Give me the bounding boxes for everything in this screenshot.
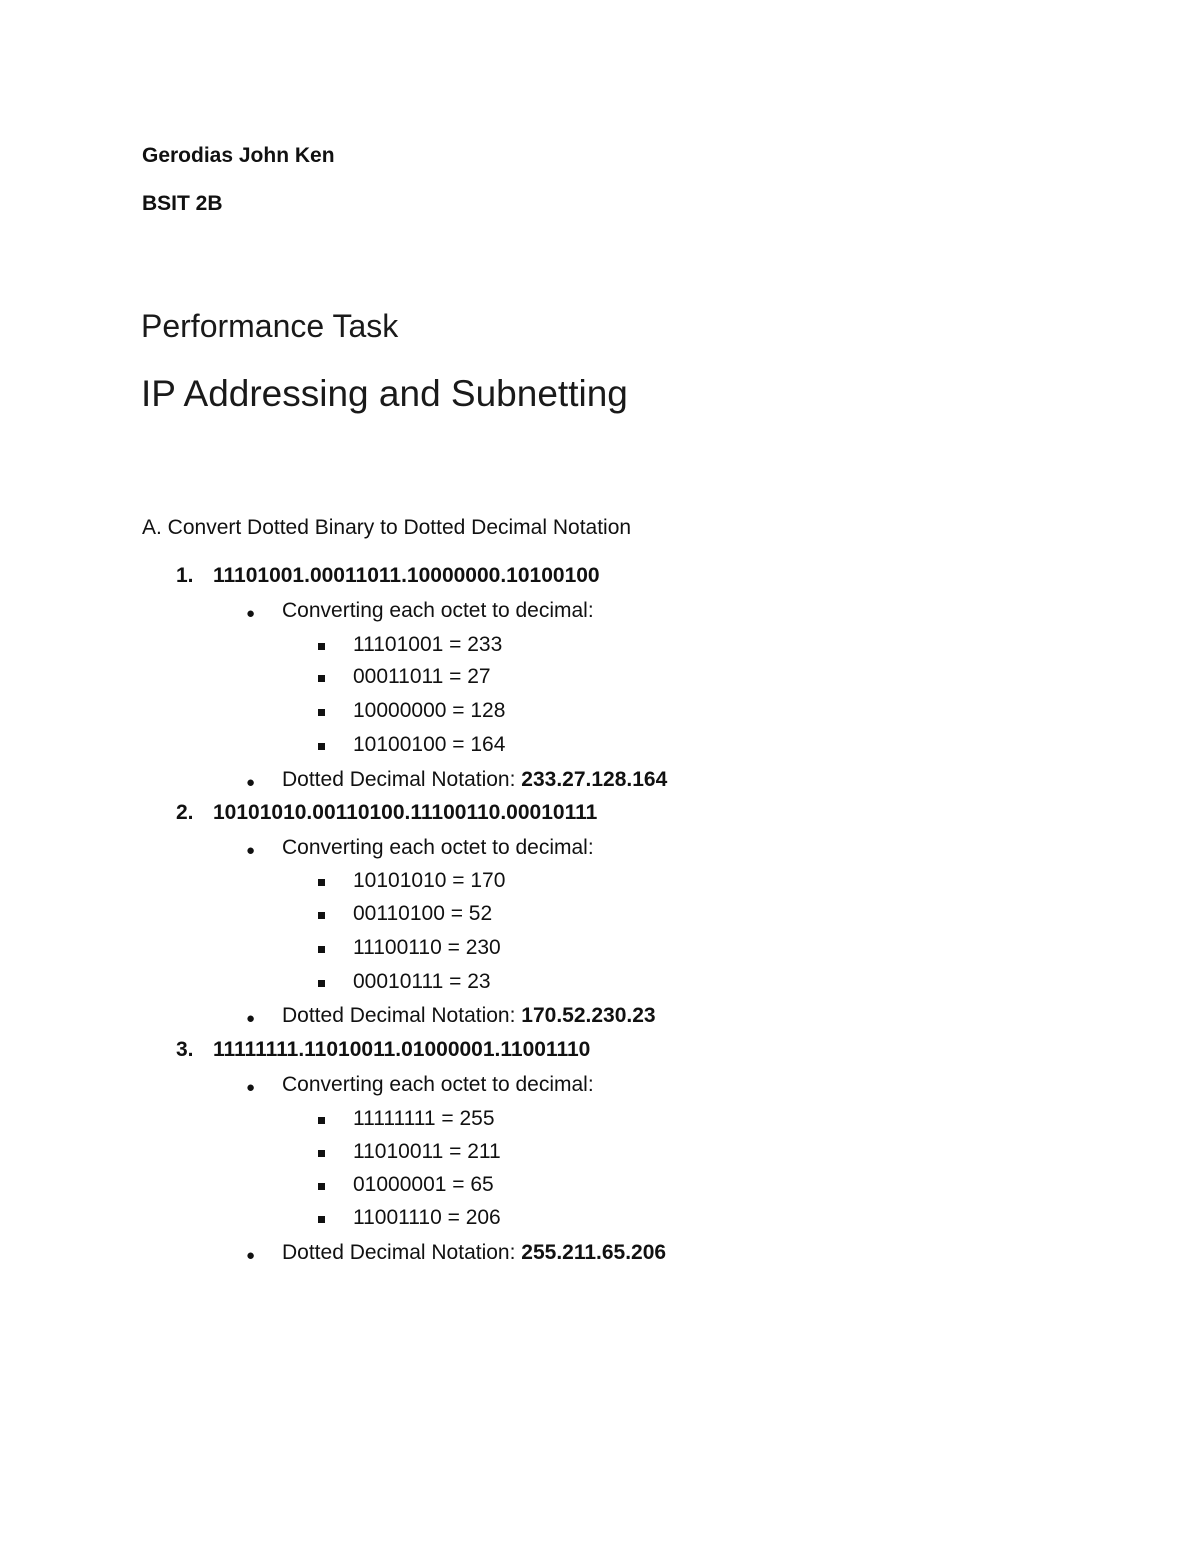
result-line (282, 768, 667, 792)
item-binary: 11111111.11010011.01000001.11001110 (213, 1038, 591, 1061)
result-label: Dotted Decimal Notation: (282, 768, 522, 791)
item-binary: 10101010.00110100.11100110.00010111 (213, 801, 598, 824)
octet-conversion: 01000001 = 65 (353, 1173, 494, 1196)
result-value: 233.27.128.164 (521, 768, 668, 791)
square-bullet-icon (318, 879, 325, 886)
student-name: Gerodias John Ken (142, 144, 335, 167)
square-bullet-icon (318, 1216, 325, 1223)
octet-conversion: 00010111 = 23 (353, 970, 491, 993)
octet-conversion: 11101001 = 233 (353, 633, 503, 656)
octet-conversion: 10101010 = 170 (353, 869, 506, 892)
document-title: IP Addressing and Subnetting (141, 373, 628, 414)
result-line (282, 1004, 656, 1028)
document-subtitle: Performance Task (141, 308, 399, 344)
square-bullet-icon (318, 912, 325, 919)
result-value: 170.52.230.23 (521, 1004, 656, 1027)
bullet-dot-icon: ● (246, 1079, 256, 1096)
square-bullet-icon (318, 946, 325, 953)
octet-conversion: 10000000 = 128 (353, 699, 506, 722)
square-bullet-icon (318, 675, 325, 682)
octet-conversion: 11001110 = 206 (353, 1206, 501, 1229)
octet-conversion: 10100100 = 164 (353, 733, 506, 756)
result-label: Dotted Decimal Notation: (282, 1241, 522, 1264)
step-label: Converting each octet to decimal: (282, 1073, 594, 1096)
octet-conversion: 11100110 = 230 (353, 936, 501, 959)
octet-conversion: 00110100 = 52 (353, 902, 493, 925)
square-bullet-icon (318, 709, 325, 716)
bullet-dot-icon: ● (246, 605, 256, 622)
octet-conversion: 00011011 = 27 (353, 665, 491, 688)
square-bullet-icon (318, 980, 325, 987)
bullet-dot-icon: ● (246, 1010, 256, 1027)
item-number: 1. (176, 564, 194, 587)
step-label: Converting each octet to decimal: (282, 836, 594, 859)
item-number: 2. (176, 801, 194, 824)
bullet-dot-icon: ● (246, 774, 256, 791)
item-binary: 11101001.00011011.10000000.10100100 (213, 564, 600, 587)
step-label: Converting each octet to decimal: (282, 599, 594, 622)
octet-conversion: 11111111 = 255 (353, 1107, 495, 1130)
square-bullet-icon (318, 743, 325, 750)
square-bullet-icon (318, 1117, 325, 1124)
result-value: 255.211.65.206 (521, 1241, 667, 1264)
bullet-dot-icon: ● (246, 1247, 256, 1264)
square-bullet-icon (318, 643, 325, 650)
result-line (282, 1241, 666, 1265)
class-section: BSIT 2B (142, 192, 223, 215)
bullet-dot-icon: ● (246, 842, 256, 859)
octet-conversion: 11010011 = 211 (353, 1140, 501, 1163)
result-label: Dotted Decimal Notation: (282, 1004, 522, 1027)
square-bullet-icon (318, 1150, 325, 1157)
item-number: 3. (176, 1038, 194, 1061)
square-bullet-icon (318, 1183, 325, 1190)
section-heading: A. Convert Dotted Binary to Dotted Decimal Notation (142, 516, 632, 539)
